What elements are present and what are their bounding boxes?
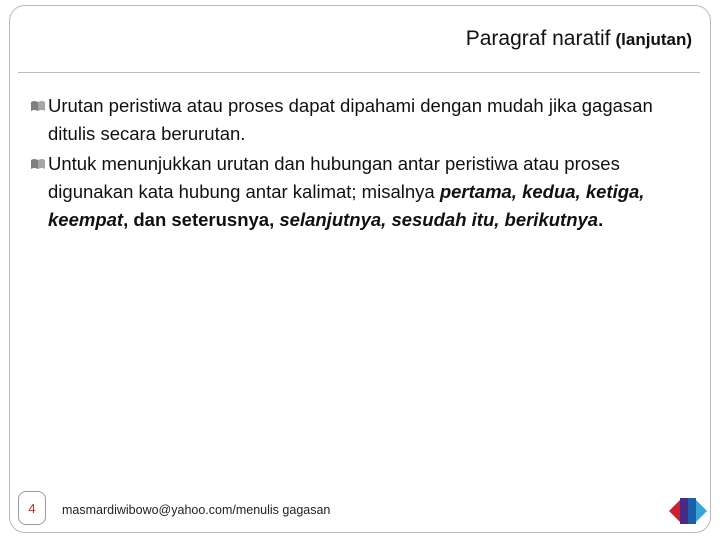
slide-title-suffix: (lanjutan)	[615, 30, 692, 49]
title-divider	[18, 72, 700, 73]
open-book-icon	[30, 158, 46, 170]
bullet-text-segment: Untuk menunjukkan urutan dan hubungan antar peristiwa atau proses digunakan kata hubung antar kalimat; misalnya	[48, 153, 620, 202]
bullet-item	[30, 92, 690, 148]
open-book-icon	[30, 100, 46, 112]
bullet-text-segment: pertama, kedua, ketiga, keempat	[48, 181, 645, 230]
bullet-text	[48, 153, 644, 230]
bullet-text-segment: , dan seterusnya,	[123, 209, 280, 230]
next-arrow-icon[interactable]	[688, 496, 710, 524]
footer-text: masmardiwibowo@yahoo.com/menulis gagasan	[62, 503, 331, 517]
bullet-text	[48, 95, 653, 144]
bullet-text-segment: selanjutnya, sesudah itu, berikutnya	[279, 209, 599, 230]
page-number: 4	[18, 491, 46, 525]
bullet-text-segment: .	[598, 209, 604, 230]
slide-frame	[9, 5, 711, 533]
previous-arrow-icon[interactable]	[666, 496, 688, 524]
bullet-item	[30, 150, 690, 234]
slide-title-main: Paragraf naratif	[465, 27, 611, 50]
slide-title	[466, 27, 692, 51]
bullet-list	[30, 92, 690, 236]
bullet-text-segment: Urutan peristiwa atau proses dapat dipahami dengan mudah jika gagasan ditulis secara berurutan.	[48, 95, 653, 144]
